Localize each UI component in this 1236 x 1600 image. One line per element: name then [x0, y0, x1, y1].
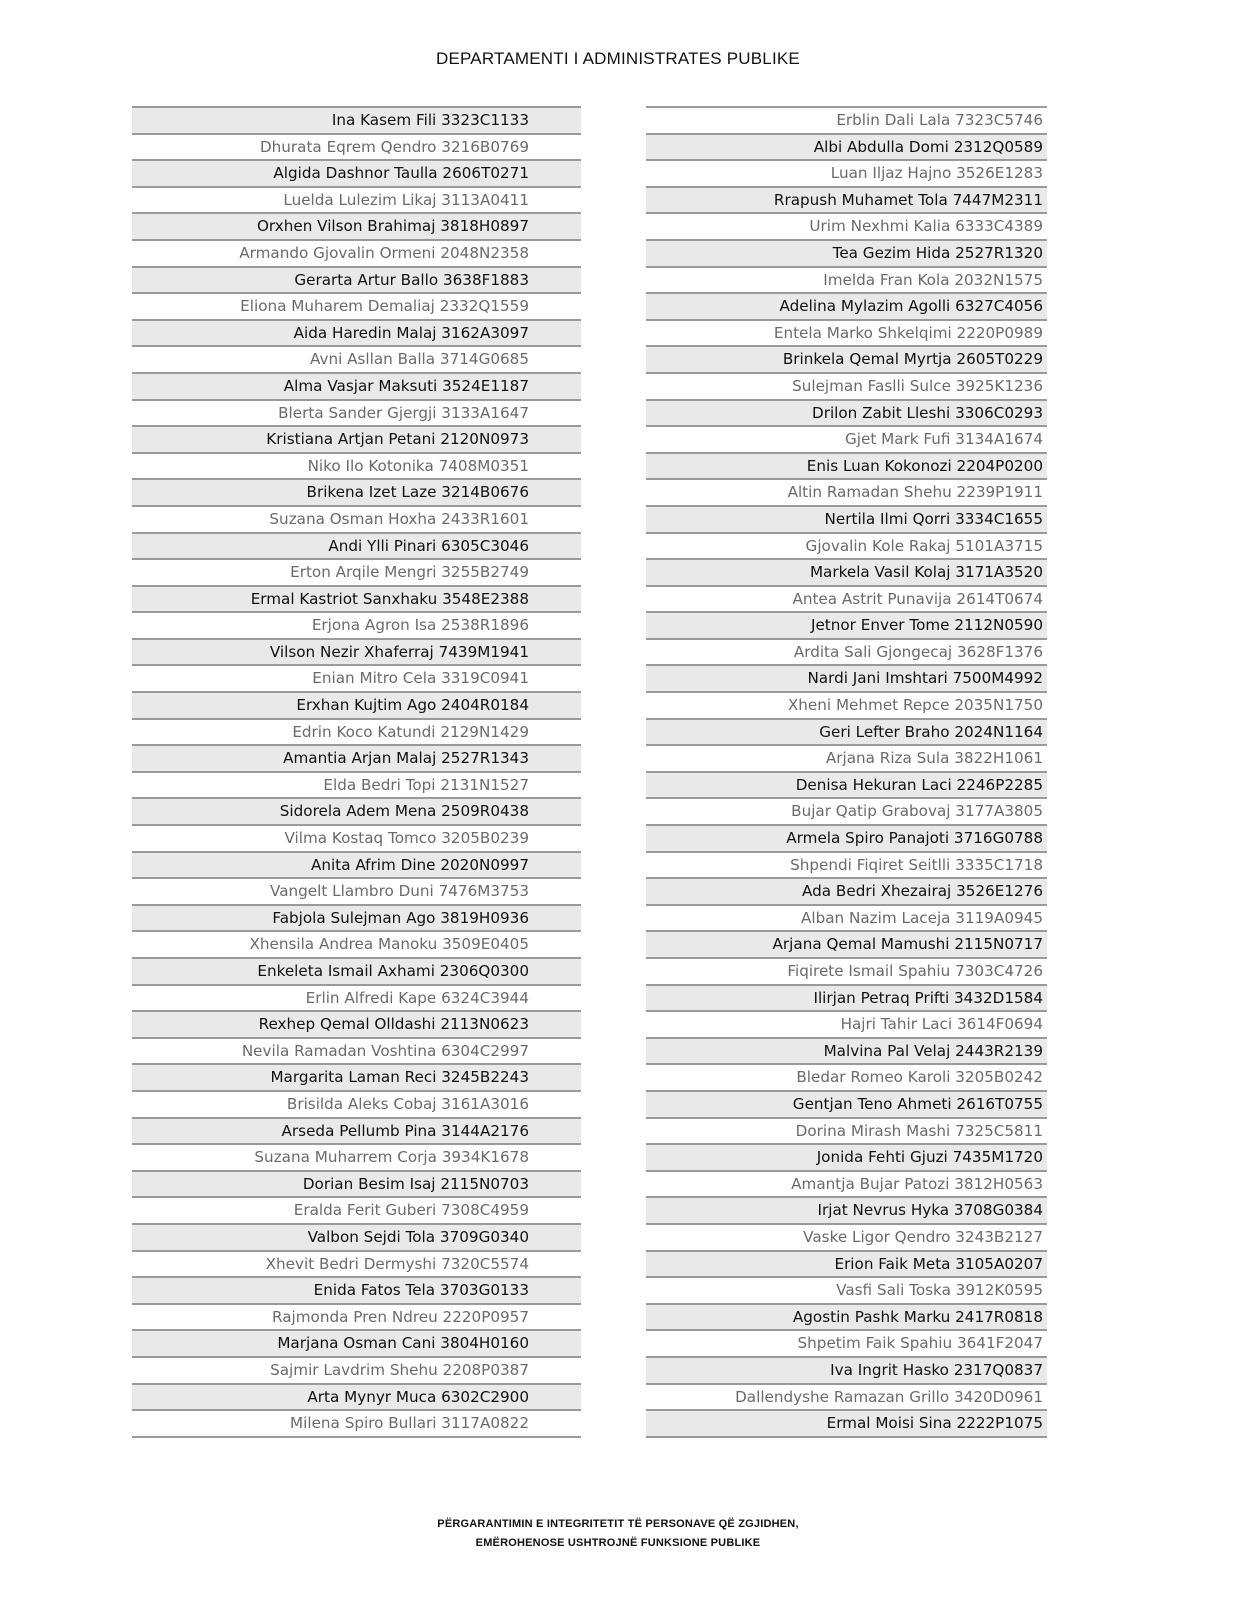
list-item: Gjovalin Kole Rakaj 5101A3715 — [646, 534, 1047, 561]
list-item: Altin Ramadan Shehu 2239P1911 — [646, 480, 1047, 507]
list-item: Enida Fatos Tela 3703G0133 — [132, 1278, 581, 1305]
list-item: Erjona Agron Isa 2538R1896 — [132, 613, 581, 640]
list-item: Margarita Laman Reci 3245B2243 — [132, 1065, 581, 1092]
list-item: Amantja Bujar Patozi 3812H0563 — [646, 1172, 1047, 1199]
list-item: Rrapush Muhamet Tola 7447M2311 — [646, 188, 1047, 215]
list-item: Eliona Muharem Demaliaj 2332Q1559 — [132, 294, 581, 321]
list-item: Tea Gezim Hida 2527R1320 — [646, 241, 1047, 268]
list-item: Milena Spiro Bullari 3117A0822 — [132, 1411, 581, 1438]
list-item: Marjana Osman Cani 3804H0160 — [132, 1331, 581, 1358]
list-item: Dallendyshe Ramazan Grillo 3420D0961 — [646, 1385, 1047, 1412]
list-item: Jonida Fehti Gjuzi 7435M1720 — [646, 1145, 1047, 1172]
list-item: Erxhan Kujtim Ago 2404R0184 — [132, 693, 581, 720]
list-item: Xheni Mehmet Repce 2035N1750 — [646, 693, 1047, 720]
list-item: Gjet Mark Fufi 3134A1674 — [646, 427, 1047, 454]
list-item: Erlin Alfredi Kape 6324C3944 — [132, 986, 581, 1013]
list-item: Vasfi Sali Toska 3912K0595 — [646, 1278, 1047, 1305]
footer-line-2: EMËROHENOSE USHTROJNË FUNKSIONE PUBLIKE — [475, 1537, 761, 1549]
list-item: Ermal Moisi Sina 2222P1075 — [646, 1411, 1047, 1438]
list-item: Ardita Sali Gjongecaj 3628F1376 — [646, 640, 1047, 667]
list-item: Amantia Arjan Malaj 2527R1343 — [132, 746, 581, 773]
list-item: Arta Mynyr Muca 6302C2900 — [132, 1385, 581, 1412]
list-item: Hajri Tahir Laci 3614F0694 — [646, 1012, 1047, 1039]
list-item: Nardi Jani Imshtari 7500M4992 — [646, 666, 1047, 693]
list-item: Sulejman Faslli Sulce 3925K1236 — [646, 374, 1047, 401]
list-item: Enian Mitro Cela 3319C0941 — [132, 666, 581, 693]
list-item: Brisilda Aleks Cobaj 3161A3016 — [132, 1092, 581, 1119]
list-item: Vilson Nezir Xhaferraj 7439M1941 — [132, 640, 581, 667]
list-item: Drilon Zabit Lleshi 3306C0293 — [646, 401, 1047, 428]
list-item: Ada Bedri Xhezairaj 3526E1276 — [646, 879, 1047, 906]
list-item: Gerarta Artur Ballo 3638F1883 — [132, 268, 581, 295]
list-item: Armando Gjovalin Ormeni 2048N2358 — [132, 241, 581, 268]
list-item: Erion Faik Meta 3105A0207 — [646, 1252, 1047, 1279]
list-item: Sidorela Adem Mena 2509R0438 — [132, 799, 581, 826]
list-item: Alban Nazim Laceja 3119A0945 — [646, 906, 1047, 933]
list-item: Sajmir Lavdrim Shehu 2208P0387 — [132, 1358, 581, 1385]
list-item: Ina Kasem Fili 3323C1133 — [132, 108, 581, 135]
list-item: Arseda Pellumb Pina 3144A2176 — [132, 1119, 581, 1146]
list-item: Eralda Ferit Guberi 7308C4959 — [132, 1198, 581, 1225]
page-title: DEPARTAMENTI I ADMINISTRATES PUBLIKE — [436, 49, 800, 68]
list-item: Jetnor Enver Tome 2112N0590 — [646, 613, 1047, 640]
list-item: Adelina Mylazim Agolli 6327C4056 — [646, 294, 1047, 321]
list-item: Arjana Riza Sula 3822H1061 — [646, 746, 1047, 773]
footer-line-1: PËRGARANTIMIN E INTEGRITETIT TË PERSONAVE QË ZGJIDHEN, — [437, 1518, 799, 1530]
list-item: Antea Astrit Punavija 2614T0674 — [646, 587, 1047, 614]
list-item: Shpetim Faik Spahiu 3641F2047 — [646, 1331, 1047, 1358]
list-item: Orxhen Vilson Brahimaj 3818H0897 — [132, 214, 581, 241]
list-item: Anita Afrim Dine 2020N0997 — [132, 853, 581, 880]
list-item: Niko Ilo Kotonika 7408M0351 — [132, 454, 581, 481]
list-item: Dorian Besim Isaj 2115N0703 — [132, 1172, 581, 1199]
list-item: Ermal Kastriot Sanxhaku 3548E2388 — [132, 587, 581, 614]
left-name-list — [132, 106, 581, 1438]
list-item: Rajmonda Pren Ndreu 2220P0957 — [132, 1305, 581, 1332]
list-item: Suzana Muharrem Corja 3934K1678 — [132, 1145, 581, 1172]
list-item: Bujar Qatip Grabovaj 3177A3805 — [646, 799, 1047, 826]
list-item: Edrin Koco Katundi 2129N1429 — [132, 720, 581, 747]
list-item: Agostin Pashk Marku 2417R0818 — [646, 1305, 1047, 1332]
list-item: Andi Ylli Pinari 6305C3046 — [132, 534, 581, 561]
list-item: Geri Lefter Braho 2024N1164 — [646, 720, 1047, 747]
list-item: Alma Vasjar Maksuti 3524E1187 — [132, 374, 581, 401]
list-item: Armela Spiro Panajoti 3716G0788 — [646, 826, 1047, 853]
list-item: Vangelt Llambro Duni 7476M3753 — [132, 879, 581, 906]
list-item: Denisa Hekuran Laci 2246P2285 — [646, 773, 1047, 800]
list-item: Vaske Ligor Qendro 3243B2127 — [646, 1225, 1047, 1252]
list-item: Luan Iljaz Hajno 3526E1283 — [646, 161, 1047, 188]
list-item: Enkeleta Ismail Axhami 2306Q0300 — [132, 959, 581, 986]
list-item: Xhevit Bedri Dermyshi 7320C5574 — [132, 1252, 581, 1279]
list-item: Avni Asllan Balla 3714G0685 — [132, 347, 581, 374]
right-name-list — [646, 106, 1047, 1438]
list-item: Entela Marko Shkelqimi 2220P0989 — [646, 321, 1047, 348]
list-item: Xhensila Andrea Manoku 3509E0405 — [132, 932, 581, 959]
list-item: Aida Haredin Malaj 3162A3097 — [132, 321, 581, 348]
list-item: Dhurata Eqrem Qendro 3216B0769 — [132, 135, 581, 162]
list-item: Gentjan Teno Ahmeti 2616T0755 — [646, 1092, 1047, 1119]
list-item: Malvina Pal Velaj 2443R2139 — [646, 1039, 1047, 1066]
list-item: Imelda Fran Kola 2032N1575 — [646, 268, 1047, 295]
list-item: Valbon Sejdi Tola 3709G0340 — [132, 1225, 581, 1252]
list-item: Nertila Ilmi Qorri 3334C1655 — [646, 507, 1047, 534]
list-item: Brikena Izet Laze 3214B0676 — [132, 480, 581, 507]
list-item: Iva Ingrit Hasko 2317Q0837 — [646, 1358, 1047, 1385]
list-item: Suzana Osman Hoxha 2433R1601 — [132, 507, 581, 534]
list-item: Ilirjan Petraq Prifti 3432D1584 — [646, 986, 1047, 1013]
list-item: Irjat Nevrus Hyka 3708G0384 — [646, 1198, 1047, 1225]
list-item: Luelda Lulezim Likaj 3113A0411 — [132, 188, 581, 215]
list-item: Erblin Dali Lala 7323C5746 — [646, 108, 1047, 135]
list-item: Dorina Mirash Mashi 7325C5811 — [646, 1119, 1047, 1146]
list-item: Arjana Qemal Mamushi 2115N0717 — [646, 932, 1047, 959]
list-item: Fiqirete Ismail Spahiu 7303C4726 — [646, 959, 1047, 986]
list-item: Shpendi Fiqiret Seitlli 3335C1718 — [646, 853, 1047, 880]
list-item: Algida Dashnor Taulla 2606T0271 — [132, 161, 581, 188]
list-item: Bledar Romeo Karoli 3205B0242 — [646, 1065, 1047, 1092]
list-item: Brinkela Qemal Myrtja 2605T0229 — [646, 347, 1047, 374]
list-item: Rexhep Qemal Olldashi 2113N0623 — [132, 1012, 581, 1039]
list-item: Albi Abdulla Domi 2312Q0589 — [646, 135, 1047, 162]
list-item: Nevila Ramadan Voshtina 6304C2997 — [132, 1039, 581, 1066]
list-item: Urim Nexhmi Kalia 6333C4389 — [646, 214, 1047, 241]
page-footer — [0, 1515, 1236, 1553]
list-item: Kristiana Artjan Petani 2120N0973 — [132, 427, 581, 454]
list-item: Blerta Sander Gjergji 3133A1647 — [132, 401, 581, 428]
list-item: Erton Arqile Mengri 3255B2749 — [132, 560, 581, 587]
list-item: Elda Bedri Topi 2131N1527 — [132, 773, 581, 800]
list-item: Enis Luan Kokonozi 2204P0200 — [646, 454, 1047, 481]
list-item: Fabjola Sulejman Ago 3819H0936 — [132, 906, 581, 933]
list-item: Markela Vasil Kolaj 3171A3520 — [646, 560, 1047, 587]
list-item: Vilma Kostaq Tomco 3205B0239 — [132, 826, 581, 853]
